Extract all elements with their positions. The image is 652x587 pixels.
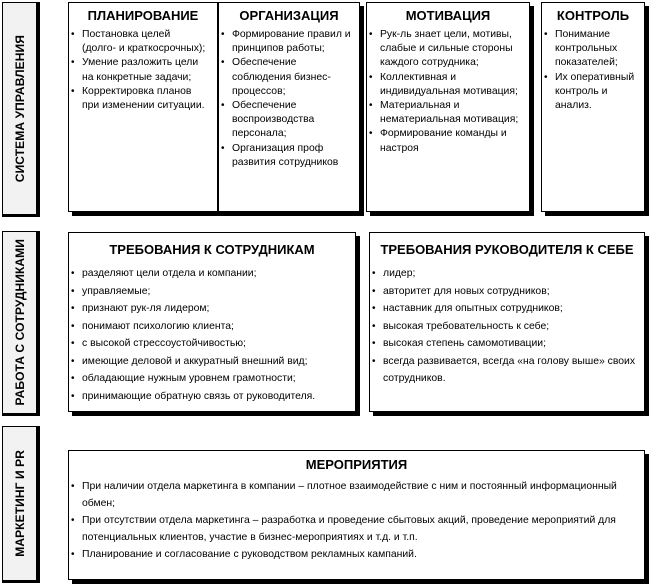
card-manager-requirements-title: ТРЕБОВАНИЯ РУКОВОДИТЕЛЯ К СЕБЕ	[380, 242, 634, 257]
list-item: • При отсутствии отдела маркетинга – разработка и проведение сбытовых акций, проведение мероприятий для потенциальных клиентов, участие в бизнес-мероприятиях и т.д. и т.п.	[69, 512, 624, 546]
list-item: • Их оперативный контроль и анализ.	[542, 71, 638, 114]
card-manager-requirements	[369, 232, 645, 412]
list-item: • Планирование и согласование с руководством рекламных кампаний.	[69, 546, 624, 563]
list-item: • управляемые;	[69, 283, 349, 301]
list-item: • авторитет для новых сотрудников;	[370, 283, 636, 301]
card-events-list	[69, 478, 644, 563]
list-item: • Коллективная и индивидуальная мотивация;	[367, 71, 523, 99]
list-item: • Постановка целей (долго- и краткосрочных);	[69, 28, 207, 56]
list-item: • принимающие обратную связь от руководителя.	[69, 388, 349, 406]
side-label-staff-text: РАБОТА С СОТРУДНИКАМИ	[12, 239, 27, 406]
card-control-list	[542, 28, 644, 113]
card-planning	[68, 2, 218, 212]
list-item: • высокая требовательность к себе;	[370, 318, 636, 336]
list-item: • обладающие нужным уровнем грамотности;	[69, 370, 349, 388]
side-label-management	[2, 2, 40, 217]
list-item: • Обеспечение воспроизводства персонала;	[219, 99, 353, 142]
list-item: • Умение разложить цели на конкретные задачи;	[69, 56, 207, 84]
card-planning-title: ПЛАНИРОВАНИЕ	[87, 8, 199, 23]
list-item: • разделяют цели отдела и компании;	[69, 265, 349, 283]
card-events	[68, 450, 645, 580]
list-item: • имеющие деловой и аккуратный внешний вид;	[69, 353, 349, 371]
list-item: • признают рук-ля лидером;	[69, 300, 349, 318]
list-item: • наставник для опытных сотрудников;	[370, 300, 636, 318]
side-label-management-text: СИСТЕМА УПРАВЛЕНИЯ	[12, 34, 27, 183]
list-item: • Формирование правил и принципов работы;	[219, 28, 353, 56]
side-label-marketing-text: МАРКЕТИНГ И PR	[12, 450, 27, 557]
list-item: • Корректировка планов при изменении ситуации.	[69, 85, 207, 113]
list-item: • высокая степень самомотивации;	[370, 335, 636, 353]
card-planning-list	[69, 28, 217, 113]
list-item: • лидер;	[370, 265, 636, 283]
list-item: • Формирование команды и настроя	[367, 127, 523, 155]
list-item: • с высокой стрессоустойчивостью;	[69, 335, 349, 353]
card-control-title: КОНТРОЛЬ	[556, 8, 630, 23]
list-item: • всегда развивается, всегда «на голову выше» своих сотрудников.	[370, 353, 636, 388]
side-label-staff	[2, 231, 40, 416]
list-item: • Понимание контрольных показателей;	[542, 28, 638, 71]
card-control	[541, 2, 645, 212]
card-organization-title: ОРГАНИЗАЦИЯ	[239, 8, 339, 23]
card-motivation-list	[367, 28, 529, 156]
card-manager-requirements-list	[370, 265, 644, 388]
card-employee-requirements	[68, 232, 356, 412]
card-events-title: МЕРОПРИЯТИЯ	[305, 457, 408, 472]
card-motivation-title: МОТИВАЦИЯ	[405, 8, 491, 23]
list-item: • Рук-ль знает цели, мотивы, слабые и сильные стороны каждого сотрудника;	[367, 28, 523, 71]
list-item: • При наличии отдела маркетинга в компании – плотное взаимодействие с ним и постоянный информационный обмен;	[69, 478, 624, 512]
list-item: • Материальная и нематериальная мотивация;	[367, 99, 523, 127]
side-label-marketing	[2, 426, 40, 583]
list-item: • понимают психологию клиента;	[69, 318, 349, 336]
list-item: • Обеспечение соблюдения бизнес-процессов;	[219, 56, 353, 99]
list-item: • Организация проф развития сотрудников	[219, 142, 353, 170]
card-organization	[218, 2, 360, 212]
card-motivation	[366, 2, 530, 212]
card-employee-requirements-list	[69, 265, 355, 405]
card-organization-list	[219, 28, 359, 170]
card-employee-requirements-title: ТРЕБОВАНИЯ К СОТРУДНИКАМ	[109, 242, 315, 257]
